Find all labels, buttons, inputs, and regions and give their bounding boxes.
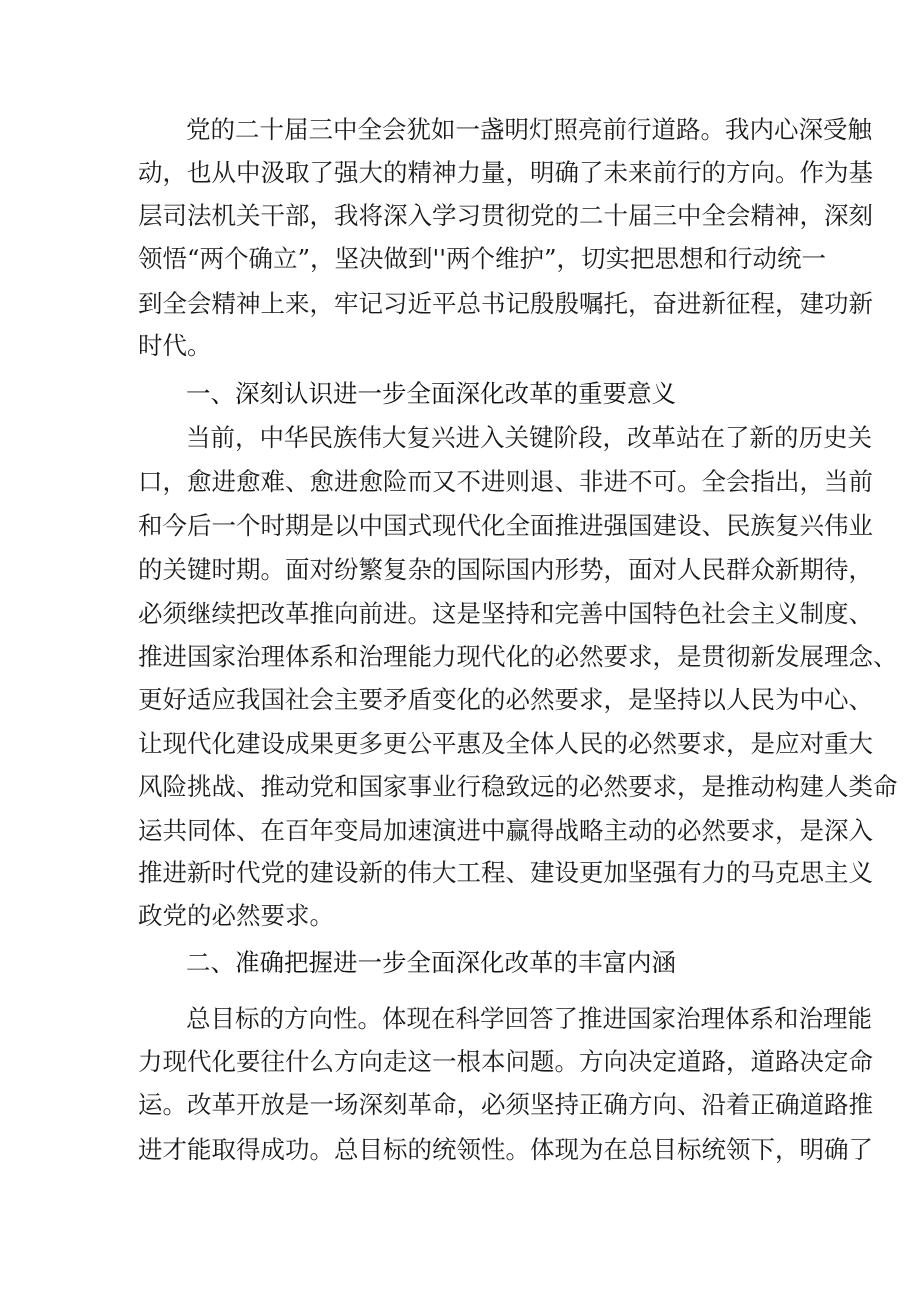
paragraph-2-line-8: 让现代化建设成果更多更公平惠及全体人民的必然要求，是应对重大 (138, 729, 873, 758)
paragraph-1-line-4: 领悟“两个确立”，坚决做到''两个维护”，切实把思想和行动统一 (138, 244, 827, 273)
paragraph-1-line-3: 层司法机关干部，我将深入学习贯彻党的二十届三中全会精神，深刻 (138, 201, 873, 230)
paragraph-2-line-7: 更好适应我国社会主要矛盾变化的必然要求，是坚持以人民为中心、 (138, 685, 873, 714)
paragraph-1-line-6: 时代。 (138, 331, 212, 360)
paragraph-2-line-9: 风险挑战、推动党和国家事业行稳致远的必然要求，是推动构建人类命 (138, 772, 898, 801)
paragraph-3-line-3: 运。改革开放是一场深刻革命，必须坚持正确方向、沿着正确道路推 (138, 1090, 873, 1119)
paragraph-2-line-10: 运共同体、在百年变局加速演进中赢得战略主动的必然要求，是深入 (138, 816, 873, 845)
paragraph-1-line-5: 到全会精神上来，牢记习近平总书记殷殷嘱托，奋进新征程，建功新 (138, 289, 873, 318)
section-heading-2: 二、准确把握进一步全面深化改革的丰富内涵 (186, 948, 676, 977)
paragraph-2-line-11: 推进新时代党的建设新的伟大工程、建设更加坚强有力的马克思主义 (138, 858, 873, 887)
paragraph-1-line-2: 动，也从中汲取了强大的精神力量，明确了未来前行的方向。作为基 (138, 158, 873, 187)
paragraph-2-line-4: 的关键时期。面对纷繁复杂的国际国内形势，面对人民群众新期待， (138, 555, 873, 584)
paragraph-2-line-12: 政党的必然要求。 (138, 901, 334, 930)
paragraph-1-line-1: 党的二十届三中全会犹如一盏明灯照亮前行道路。我内心深受触 (186, 115, 872, 144)
paragraph-2-line-1: 当前，中华民族伟大复兴进入关键阶段，改革站在了新的历史关 (186, 423, 872, 452)
section-heading-1: 一、深刻认识进一步全面深化改革的重要意义 (186, 379, 676, 408)
paragraph-3-line-1: 总目标的方向性。体现在科学回答了推进国家治理体系和治理能 (186, 1004, 872, 1033)
paragraph-2-line-3: 和今后一个时期是以中国式现代化全面推进强国建设、民族复兴伟业 (138, 511, 873, 540)
paragraph-3-line-2: 力现代化要往什么方向走这一根本问题。方向决定道路，道路决定命 (138, 1047, 873, 1076)
paragraph-2-line-2: 口，愈进愈难、愈进愈险而又不进则退、非进不可。全会指出，当前 (138, 467, 873, 496)
paragraph-2-line-5: 必须继续把改革推向前进。这是坚持和完善中国特色社会主义制度、 (138, 599, 873, 628)
paragraph-3-line-4: 进才能取得成功。总目标的统领性。体现为在总目标统领下，明确了 (138, 1135, 873, 1164)
paragraph-2-line-6: 推进国家治理体系和治理能力现代化的必然要求，是贯彻新发展理念、 (138, 642, 898, 671)
